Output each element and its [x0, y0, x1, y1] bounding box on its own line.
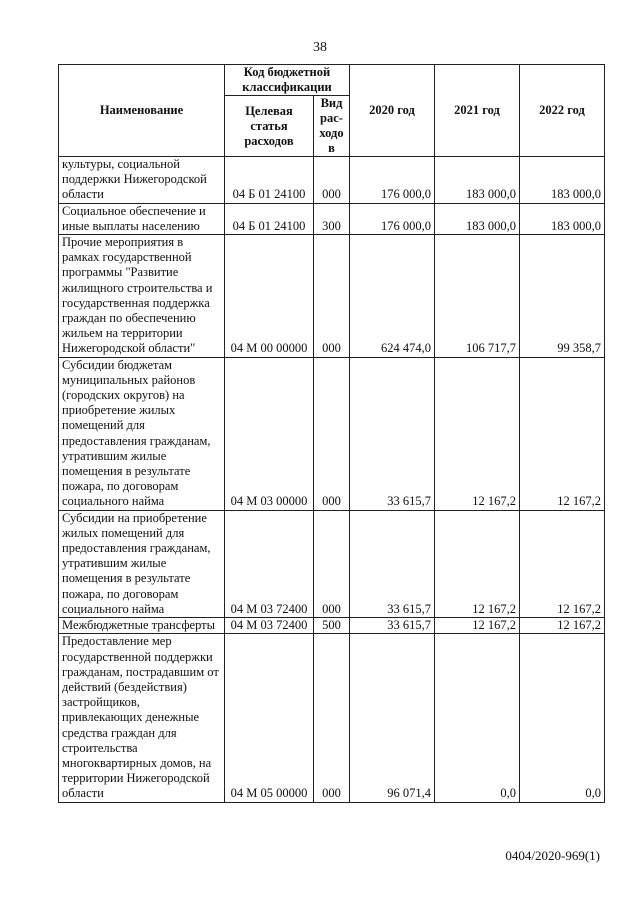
row-2022: 12 167,2: [520, 618, 605, 634]
budget-table: [58, 64, 605, 803]
table-row: [59, 634, 605, 802]
row-2021: 183 000,0: [435, 203, 520, 234]
row-kind: 000: [314, 634, 350, 802]
row-code: 04 М 03 72400: [225, 618, 314, 634]
row-name: Социальное обеспечение и иные выплаты населению: [59, 203, 225, 234]
header-expense-kind: Вид рас-ходов: [314, 96, 350, 157]
header-target-item: Целевая статья расходов: [225, 96, 314, 157]
row-2020: 176 000,0: [350, 203, 435, 234]
table-row: [59, 203, 605, 234]
row-2021: 12 167,2: [435, 357, 520, 510]
row-kind: 000: [314, 357, 350, 510]
header-2020: 2020 год: [350, 65, 435, 157]
header-2021: 2021 год: [435, 65, 520, 157]
document-id: 0404/2020-969(1): [505, 848, 600, 863]
row-2022: 99 358,7: [520, 235, 605, 358]
row-2020: 96 071,4: [350, 634, 435, 802]
row-kind: 000: [314, 510, 350, 617]
row-name: Субсидии на приобретение жилых помещений для предоставления гражданам, утратившим жилые помещения в результате пожара, по договорам социального найма: [59, 510, 225, 617]
row-name: Субсидии бюджетам муниципальных районов (городских округов) на приобретение жилых помещений для предоставления гражданам, утратившим жилые помещения в результате пожара, по договорам социального найма: [59, 357, 225, 510]
row-kind: 000: [314, 157, 350, 204]
row-code: 04 М 00 00000: [225, 235, 314, 358]
row-name: Предоставление мер государственной поддержки гражданам, пострадавшим от действий (бездействия) застройщиков, привлекающих денежные средства граждан для строительства многоквартирных домов, на территории Нижегородской области: [59, 634, 225, 802]
row-kind: 300: [314, 203, 350, 234]
table-row: [59, 235, 605, 358]
row-name: Межбюджетные трансферты: [59, 618, 225, 634]
page-number: 38: [313, 40, 327, 55]
row-2021: 106 717,7: [435, 235, 520, 358]
row-2020: 176 000,0: [350, 157, 435, 204]
header-code-group: Код бюджетной классификации: [225, 65, 350, 96]
header-row-top: [59, 65, 605, 96]
row-2020: 33 615,7: [350, 510, 435, 617]
row-name: культуры, социальной поддержки Нижегородской области: [59, 157, 225, 204]
row-code: 04 М 05 00000: [225, 634, 314, 802]
row-2020: 624 474,0: [350, 235, 435, 358]
row-name: Прочие мероприятия в рамках государственной программы "Развитие жилищного строительства и государственная поддержка граждан по обеспечению жильем на территории Нижегородской области": [59, 235, 225, 358]
row-2022: 183 000,0: [520, 157, 605, 204]
row-2022: 183 000,0: [520, 203, 605, 234]
row-2021: 183 000,0: [435, 157, 520, 204]
row-2022: 12 167,2: [520, 510, 605, 617]
row-2022: 12 167,2: [520, 357, 605, 510]
row-2021: 12 167,2: [435, 618, 520, 634]
table-row: [59, 357, 605, 510]
row-2020: 33 615,7: [350, 618, 435, 634]
table-row: [59, 157, 605, 204]
row-code: 04 М 03 00000: [225, 357, 314, 510]
row-code: 04 М 03 72400: [225, 510, 314, 617]
row-code: 04 Б 01 24100: [225, 157, 314, 204]
row-code: 04 Б 01 24100: [225, 203, 314, 234]
row-2022: 0,0: [520, 634, 605, 802]
row-2020: 33 615,7: [350, 357, 435, 510]
header-2022: 2022 год: [520, 65, 605, 157]
row-2021: 12 167,2: [435, 510, 520, 617]
row-kind: 500: [314, 618, 350, 634]
table-row: [59, 618, 605, 634]
row-2021: 0,0: [435, 634, 520, 802]
header-name: Наименование: [59, 65, 225, 157]
table-row: [59, 510, 605, 617]
row-kind: 000: [314, 235, 350, 358]
